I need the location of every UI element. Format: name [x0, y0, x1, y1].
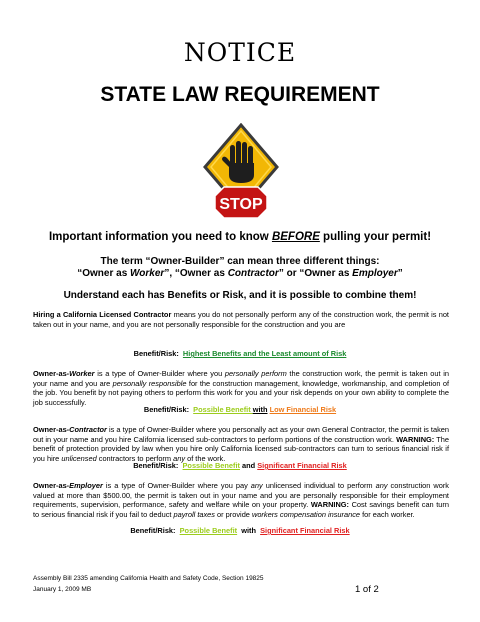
owner-employer-benefit-risk: Benefit/Risk: Possible Benefit with Significant Financial Risk	[130, 526, 350, 535]
important-heading: Important information you need to know BEFORE pulling your permit!	[48, 231, 432, 243]
owner-worker-paragraph: Owner-as-Worker is a type of Owner-Builder where you personally perform the construction work, the permit is taken out in your name and you are personally responsible for the construction management, knowledge, workmanship, and completion of the job. You benefit by not paying others to perform this work for you and your risk depends on your own ability to complete the job successfully.	[33, 369, 450, 407]
owner-worker-benefit-risk: Benefit/Risk: Possible Benefit with Low Financial Risk	[143, 405, 337, 414]
licensed-contractor-benefit-risk: Benefit/Risk: Highest Benefits and the Least amount of Risk	[133, 349, 347, 358]
before-emphasis: BEFORE	[271, 231, 320, 243]
footer-date: January 1, 2009 MB	[33, 586, 92, 593]
state-law-heading: STATE LAW REQUIREMENT	[100, 83, 380, 106]
licensed-contractor-paragraph: Hiring a California Licensed Contractor means you do not personally perform any of the construction work, the permit is not taken out in your name, and you are not personally responsible for the construction and you are	[33, 310, 449, 329]
understand-heading: Understand each has Benefits or Risk, and it is possible to combine them!	[63, 290, 417, 301]
stop-label: STOP	[219, 196, 263, 213]
page-number: 1 of 2	[355, 584, 379, 595]
stop-sign-icon	[203, 123, 279, 231]
notice-title: NOTICE	[183, 38, 297, 67]
owner-contractor-paragraph: Owner-as-Contractor is a type of Owner-Builder where you personally act as your own General Contractor, the permit is taken out in your name and you hire California licensed sub-contractors to perform portions of the construction work. WARNING: The benefit of protection provided by law when you hire only California licensed sub-contractors can turn to serious financial risk if you hire unlicensed contractors to perform any of the work.	[33, 425, 450, 463]
owner-contractor-benefit-risk: Benefit/Risk: Possible Benefit and Significant Financial Risk	[133, 461, 347, 470]
owner-employer-paragraph: Owner-as-Employer is a type of Owner-Builder where you pay any unlicensed individual to perform any construction work valued at more than $500.00, the permit is taken out in your name and you are personally responsible for their employment requirements, supervision, performance, safety and welfare while on your property. WARNING: Cost savings benefit can turn to serious financial risk if you fail to deduct payroll taxes or provide workers compensation insurance for each worker.	[33, 481, 450, 519]
term-heading: The term “Owner-Builder” can mean three different things: “Owner as Worker”, “Owner as Contractor” or “Owner as Employer”	[77, 256, 403, 279]
footer-bill-reference: Assembly Bill 2335 amending California Health and Safety Code, Section 19825	[33, 575, 264, 582]
